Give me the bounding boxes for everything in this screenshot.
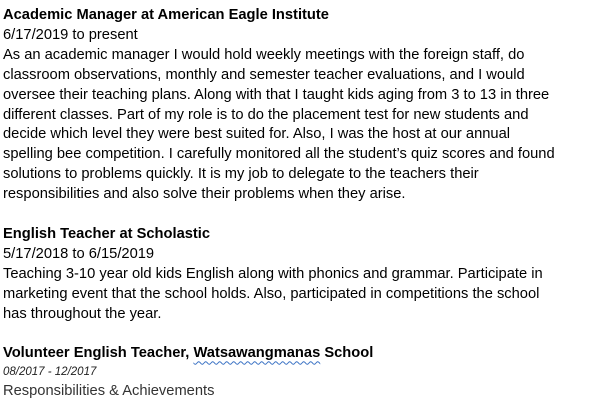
volunteer-subheading: Responsibilities & Achievements [3, 383, 215, 400]
job-description-line: oversee their teaching plans. Along with that I taught kids aging from 3 to 13 in three [3, 86, 550, 103]
job-title: Academic Manager at American Eagle Institute [3, 7, 329, 23]
job-dates: 6/17/2019 to present [3, 26, 138, 43]
job-description-line: spelling bee competition. I carefully monitored all the student’s quiz scores and found [3, 146, 555, 163]
job-entry-volunteer [3, 344, 605, 401]
resume-document [3, 6, 605, 401]
job-description-line: marketing event that the school holds. Also, participated in competitions the school [3, 285, 540, 302]
job-description-line: classroom observations, monthly and semester teacher evaluations, and I would [3, 66, 525, 83]
job-description-line: Teaching 3-10 year old kids English along with phonics and grammar. Participate in [3, 265, 543, 282]
volunteer-title-prefix: Volunteer English Teacher, [3, 345, 194, 362]
section-spacer [3, 205, 605, 225]
job-dates: 5/17/2018 to 6/15/2019 [3, 245, 155, 262]
volunteer-title [3, 344, 605, 364]
volunteer-dates: 08/2017 - 12/2017 [3, 366, 97, 379]
job-description-line: solutions to problems quickly. It is my job to delegate to the teachers their [3, 166, 479, 183]
volunteer-school-name: Watsawangmanas [193, 345, 321, 362]
job-description-line: responsibilities and also solve their problems when they arise. [3, 186, 406, 203]
job-description-line: As an academic manager I would hold weekly meetings with the foreign staff, do [3, 46, 525, 63]
job-entry-academic-manager [3, 6, 605, 205]
job-entry-english-teacher [3, 225, 605, 325]
job-title: English Teacher at Scholastic [3, 225, 211, 242]
volunteer-title-suffix: School [320, 345, 374, 362]
job-description-line: different classes. Part of my role is to do the placement test for new students and [3, 106, 529, 123]
job-description-line: decide which level they were best suited for. Also, I was the host at our annual [3, 126, 511, 143]
job-description-line: has throughout the year. [3, 305, 162, 322]
section-spacer [3, 324, 605, 344]
